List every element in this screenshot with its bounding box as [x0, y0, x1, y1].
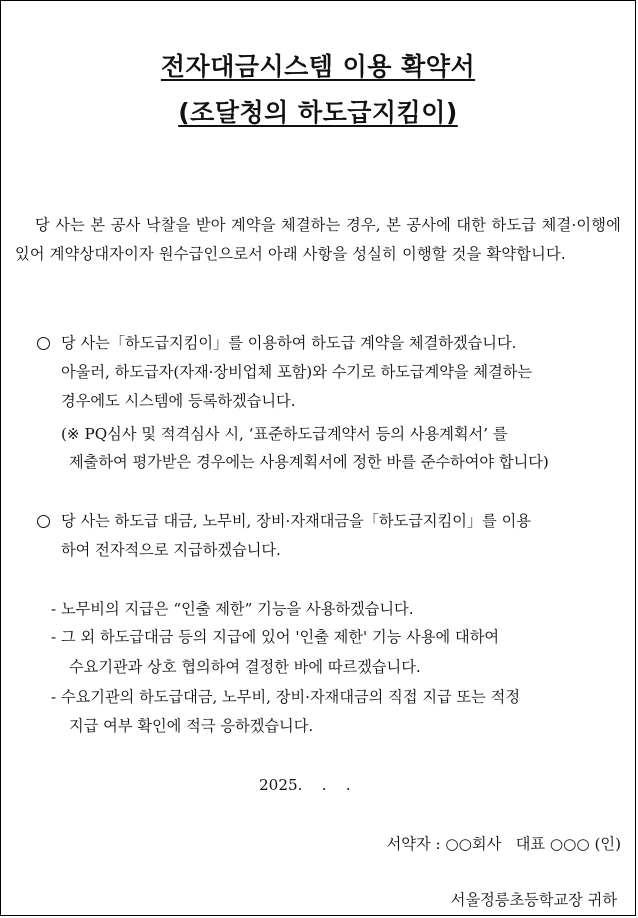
item1-line1: 당 사는「하도급지킴이」를 이용하여 하도급 계약을 체결하겠습니다. — [61, 334, 517, 352]
signing-date: 2025. . . — [259, 776, 351, 794]
circle-bullet-icon — [37, 337, 50, 350]
document-title: 전자대금시스템 이용 확약서 — [160, 52, 476, 81]
item1-line2: 아울러, 하도급자(자재·장비업체 포함)와 수기로 하도급계약을 체결하는 — [61, 363, 533, 381]
dash-item-direct-payment-line1: - 수요기관의 하도급대금, 노무비, 장비·자재대금의 직접 지급 또는 적정 — [51, 688, 521, 706]
intro-paragraph: 당 사는 본 공사 낙찰을 받아 계약을 체결하는 경우, 본 공사에 대한 하도급 체결·이행에 있어 계약상대자이자 원수급인으로서 아래 사항을 성실히 이행할 것을 확약합니다. — [15, 216, 621, 263]
item2-line1: 당 사는 하도급 대금, 노무비, 장비·자재대금을「하도급지킴이」를 이용 — [61, 512, 531, 530]
circle-bullet-icon — [37, 515, 50, 528]
item1-note-line1: (※ PQ심사 및 적격심사 시, ‘표준하도급계약서 등의 사용계획서’ 를 — [61, 425, 508, 443]
dash-item-direct-payment-line2: 지급 여부 확인에 적극 응하겠습니다. — [69, 717, 314, 735]
dash-item-labor-cost: - 노무비의 지급은 “인출 제한” 기능을 사용하겠습니다. — [51, 600, 414, 618]
item2-line2: 하여 전자적으로 지급하겠습니다. — [61, 541, 281, 559]
item1-line3: 경우에도 시스템에 등록하겠습니다. — [61, 392, 296, 410]
dash-item-withdrawal-line1: - 그 외 하도급대금 등의 지급에 있어 '인출 제한' 기능 사용에 대하여 — [51, 628, 500, 646]
recipient-line: 서울정릉초등학교장 귀하 — [450, 891, 617, 909]
document-subtitle: (조달청의 하도급지킴이) — [178, 98, 458, 127]
item1-note-line2: 제출하여 평가받은 경우에는 사용계획서에 정한 바를 준수하여야 합니다) — [69, 453, 549, 471]
dash-item-withdrawal-line2: 수요기관과 상호 협의하여 결정한 바에 따르겠습니다. — [69, 658, 421, 676]
signer-line: 서약자 : ○○회사 대표 ○○○ (인) — [386, 835, 621, 853]
